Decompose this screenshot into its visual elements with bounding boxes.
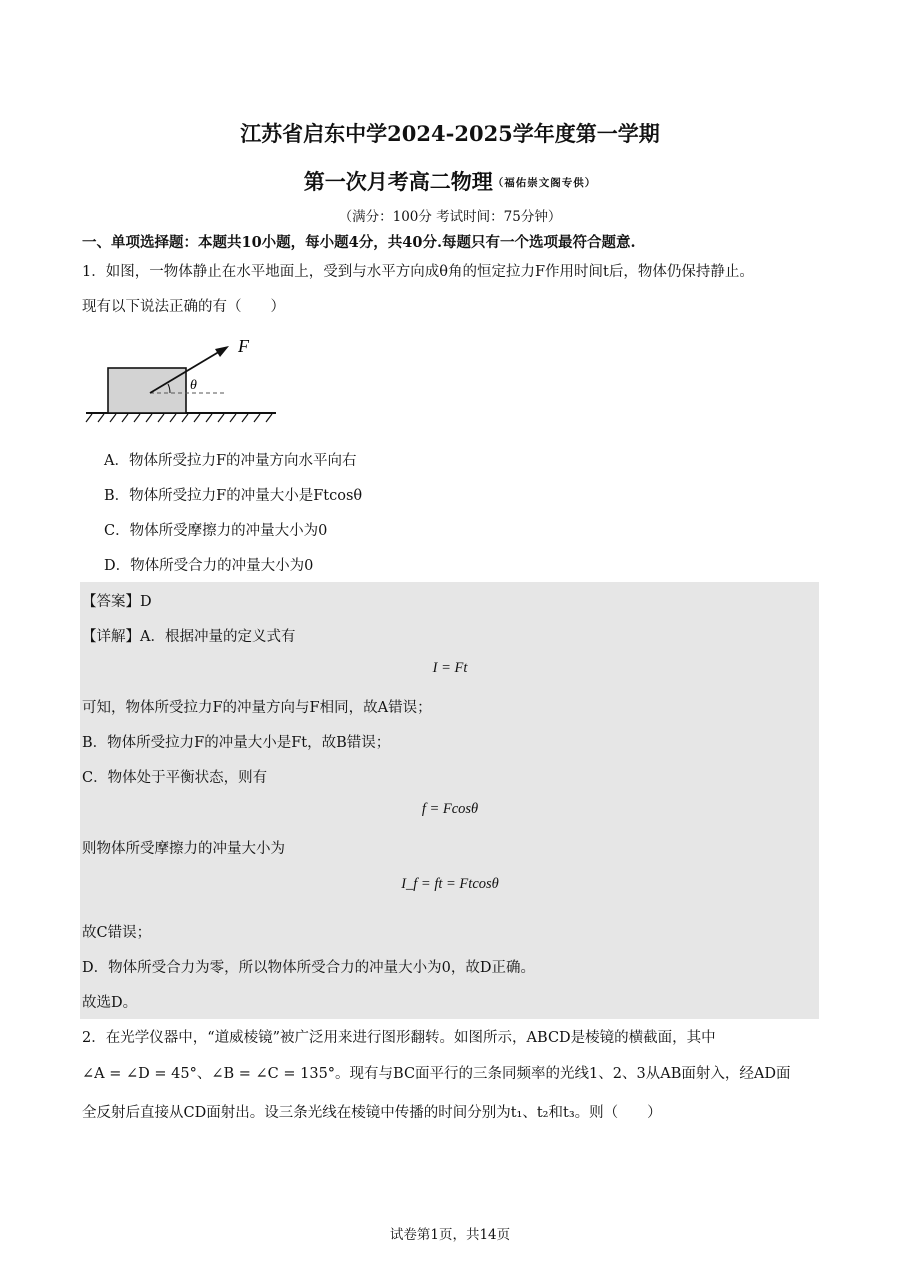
q1-option-b: B．物体所受拉力F的冲量大小是Ftcosθ — [104, 488, 363, 504]
page-footer: 试卷第1页，共14页 — [389, 1227, 511, 1243]
q1-equation-friction: f = Fcosθ — [421, 801, 479, 817]
q1-detail-line5: 则物体所受摩擦力的冲量大小为 — [82, 841, 285, 857]
q1-detail-line7: D．物体所受合力为零，所以物体所受合力的冲量大小为0，故D正确。 — [82, 960, 535, 976]
q2-line2: ∠A = ∠D = 45°、∠B = ∠C = 135°。现有与BC面平行的三条同频率的光线1、2、3从AB面射入，经AD面 — [82, 1066, 791, 1082]
q1-option-a: A．物体所受拉力F的冲量方向水平向右 — [104, 453, 357, 469]
angle-label: θ — [190, 378, 197, 393]
q1-option-d: D．物体所受合力的冲量大小为0 — [104, 558, 314, 574]
title-note: （福佑崇文阁专供） — [492, 177, 597, 189]
ground-hatching — [86, 414, 272, 422]
q1-equation-friction-impulse: I_f = ft = Ftcosθ — [401, 876, 499, 892]
q1-answer: 【答案】D — [82, 594, 152, 610]
q2-line3: 全反射后直接从CD面射出。设三条光线在棱镜中传播的时间分别为t₁、t₂和t₃。则（ ） — [82, 1105, 662, 1121]
section-heading: 一、单项选择题：本题共10小题，每小题4分，共40分.每题只有一个选项最符合题意. — [82, 234, 636, 251]
q1-detail-line1: 【详解】A．根据冲量的定义式有 — [82, 629, 296, 645]
exam-subject-title: 第一次月考高二物理 — [303, 169, 493, 194]
q1-stem-line2: 现有以下说法正确的有（ ） — [82, 299, 285, 315]
q2-line1: 2．在光学仪器中，“道威棱镜”被广泛用来进行图形翻转。如图所示，ABCD是棱镜的横截面，其中 — [82, 1030, 716, 1046]
q1-detail-line6: 故C错误； — [82, 925, 152, 941]
force-label: F — [238, 336, 249, 356]
q1-stem-line1: 1．如图，一物体静止在水平地面上，受到与水平方向成θ角的恒定拉力F作用时间t后，物体仍保持静止。 — [82, 264, 754, 280]
exam-title-line2 — [0, 166, 900, 196]
exam-info: （满分：100分 考试时间：75分钟） — [338, 209, 562, 225]
q1-detail-line3: B．物体所受拉力F的冲量大小是Ft，故B错误； — [82, 735, 391, 751]
q1-detail-line2: 可知，物体所受拉力F的冲量方向与F相同，故A错误； — [82, 700, 432, 716]
q1-detail-line4: C．物体处于平衡状态，则有 — [82, 770, 268, 786]
force-arrowhead — [215, 346, 229, 357]
q1-detail-line8: 故选D。 — [82, 995, 138, 1011]
block — [108, 368, 186, 413]
q1-option-c: C．物体所受摩擦力的冲量大小为0 — [104, 523, 328, 539]
q1-figure — [84, 330, 284, 430]
exam-title-line1: 江苏省启东中学2024-2025学年度第一学期 — [240, 121, 660, 146]
q1-equation-impulse: I = Ft — [432, 660, 468, 676]
